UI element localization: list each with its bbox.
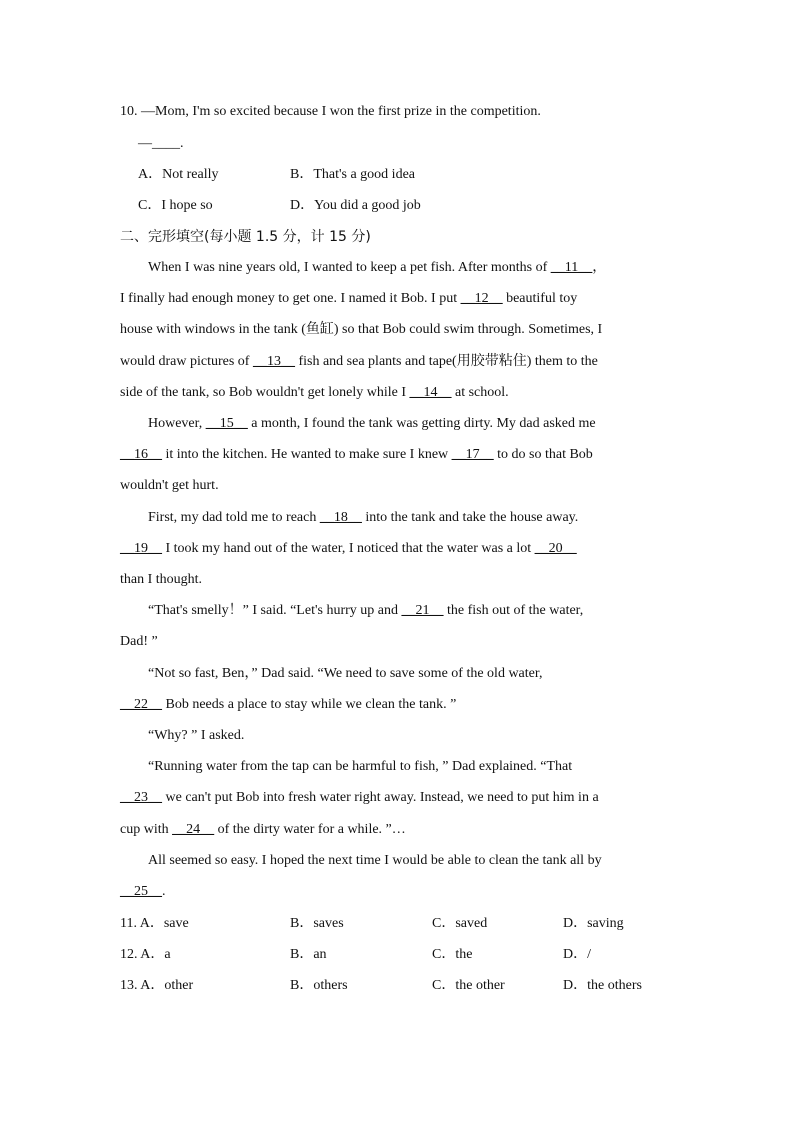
blank-20[interactable]: __20__ <box>534 541 577 556</box>
choice-11-b[interactable]: B．saves <box>290 916 344 931</box>
passage-line <box>120 633 158 651</box>
passage-line <box>120 477 219 495</box>
passage-text: First, my dad told me to reach <box>148 510 320 525</box>
passage-text: wouldn't get hurt. <box>120 478 219 493</box>
passage-text: to do so that Bob <box>493 447 593 462</box>
q10-reply: —____. <box>138 136 184 151</box>
passage-text: would draw pictures of <box>120 354 253 369</box>
blank-14[interactable]: __14__ <box>409 385 452 400</box>
passage-line <box>148 415 596 433</box>
q10-option-b[interactable]: B．That's a good idea <box>290 167 415 182</box>
passage-text: All seemed so easy. I hoped the next time I would be able to clean the tank all by <box>148 853 602 868</box>
choice-12-a[interactable]: 12. A．a <box>120 947 171 962</box>
passage-text: at school. <box>451 385 509 400</box>
choice-13-c[interactable]: C．the other <box>432 978 505 993</box>
passage-line <box>148 758 572 776</box>
passage-text: fish and sea plants and tape(用胶带粘住) them to the <box>294 354 598 369</box>
passage-line <box>120 789 599 807</box>
passage-text: I took my hand out of the water, I noticed that the water was a lot <box>162 541 535 556</box>
passage-text: . <box>162 884 166 899</box>
passage-text: ， <box>592 260 607 275</box>
passage-text: beautiful toy <box>502 291 578 306</box>
blank-24[interactable]: __24__ <box>172 822 215 837</box>
blank-15[interactable]: __15__ <box>205 416 248 431</box>
passage-line <box>120 446 593 464</box>
passage-line <box>120 321 602 339</box>
passage-text: into the tank and take the house away. <box>361 510 579 525</box>
passage-text: a month, I found the tank was getting dirty. My dad asked me <box>247 416 596 431</box>
passage-line <box>120 696 456 714</box>
passage-text: “Running water from the tap can be harmful to fish, ” Dad explained. “That <box>148 759 573 774</box>
blank-16[interactable]: __16__ <box>120 447 162 462</box>
blank-13[interactable]: __13__ <box>252 354 295 369</box>
passage-text: “That's smelly！” I said. “Let's hurry up and <box>148 603 402 618</box>
passage-line <box>120 571 202 589</box>
blank-25[interactable]: __25__ <box>120 884 162 899</box>
q10-option-c[interactable]: C．I hope so <box>138 198 213 213</box>
section-title: 二、完形填空(每小题 1.5 分，计 15 分) <box>120 229 371 245</box>
passage-line <box>120 540 577 558</box>
passage-line <box>148 852 602 870</box>
choice-12-d[interactable]: D．/ <box>563 947 591 962</box>
passage-line <box>148 259 606 277</box>
choice-13-b[interactable]: B．others <box>290 978 348 993</box>
passage-text: of the dirty water for a while. ”… <box>214 822 406 837</box>
passage-line <box>120 821 406 839</box>
passage-text: Bob needs a place to stay while we clean the tank. ” <box>162 697 457 712</box>
passage-text: than I thought. <box>120 572 203 587</box>
passage-line <box>148 727 244 745</box>
passage-text: the fish out of the water, <box>443 603 584 618</box>
passage-text: “Why? ” I asked. <box>148 728 245 743</box>
blank-18[interactable]: __18__ <box>319 510 362 525</box>
passage-text: Dad! ” <box>120 634 158 649</box>
passage-text: it into the kitchen. He wanted to make sure I knew <box>162 447 452 462</box>
passage-text: However, <box>148 416 206 431</box>
blank-22[interactable]: __22__ <box>120 697 162 712</box>
blank-17[interactable]: __17__ <box>451 447 494 462</box>
blank-19[interactable]: __19__ <box>120 541 162 556</box>
q10-option-d[interactable]: D．You did a good job <box>290 198 421 213</box>
passage-text: “Not so fast, Ben，” Dad said. “We need to save some of the old water, <box>148 666 543 681</box>
choice-12-b[interactable]: B．an <box>290 947 327 962</box>
passage-text: I finally had enough money to get one. I named it Bob. I put <box>120 291 461 306</box>
blank-12[interactable]: __12__ <box>460 291 503 306</box>
passage-line <box>148 509 578 527</box>
passage-line <box>148 602 583 620</box>
blank-21[interactable]: __21__ <box>401 603 444 618</box>
passage-text: house with windows in the tank (鱼缸) so that Bob could swim through. Sometimes, I <box>120 322 603 337</box>
choice-13-a[interactable]: 13. A．other <box>120 978 194 993</box>
choice-11-c[interactable]: C．saved <box>432 916 488 931</box>
q10-option-a[interactable]: A．Not really <box>138 167 219 182</box>
passage-line <box>120 290 577 308</box>
passage-line <box>120 384 509 402</box>
passage-line <box>120 353 598 371</box>
blank-11[interactable]: __11__ <box>550 260 593 275</box>
passage-line <box>148 665 542 683</box>
choice-11-d[interactable]: D．saving <box>563 916 624 931</box>
choice-13-d[interactable]: D．the others <box>563 978 642 993</box>
passage-text: cup with <box>120 822 173 837</box>
passage-text: When I was nine years old, I wanted to keep a pet fish. After months of <box>148 260 551 275</box>
choice-12-c[interactable]: C．the <box>432 947 473 962</box>
passage-text: side of the tank, so Bob wouldn't get lonely while I <box>120 385 410 400</box>
choice-11-a[interactable]: 11. A．save <box>120 916 189 931</box>
passage-text: we can't put Bob into fresh water right away. Instead, we need to put him in a <box>162 790 599 805</box>
passage-line <box>120 883 166 901</box>
blank-23[interactable]: __23__ <box>120 790 162 805</box>
q10-stem: 10. —Mom, I'm so excited because I won the first prize in the competition. <box>120 104 541 119</box>
